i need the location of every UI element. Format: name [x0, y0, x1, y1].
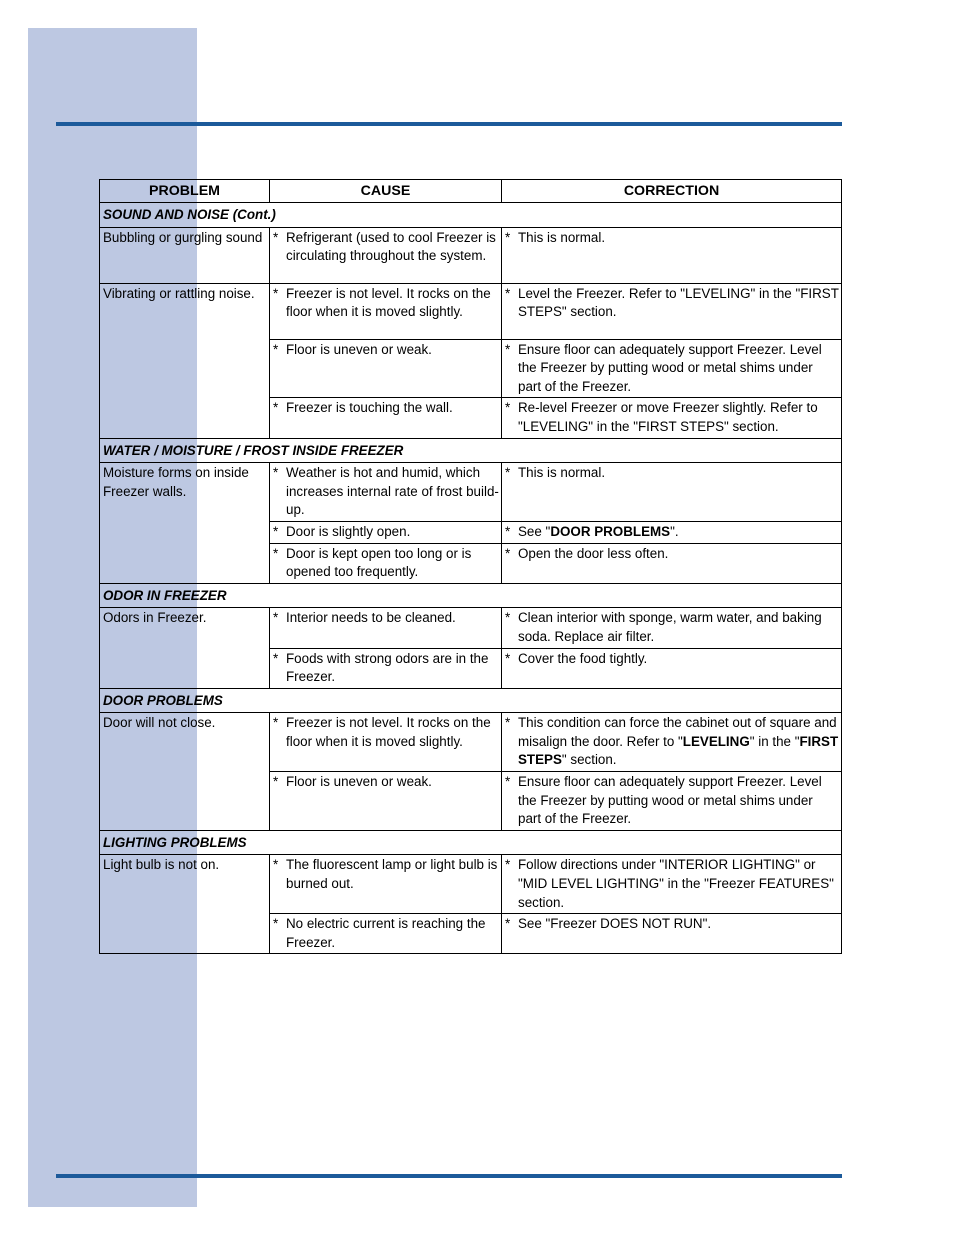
- cause-item: [270, 398, 501, 419]
- cause-item: [270, 544, 501, 583]
- correction-item: [502, 914, 841, 935]
- bullet-marker: *: [273, 774, 279, 790]
- bullet-marker: *: [273, 715, 279, 731]
- cause-item-text: Weather is hot and humid, which increases internal rate of frost build-up.: [286, 465, 499, 518]
- bold-reference: FIRST STEPS: [518, 733, 839, 768]
- header-cause: CAUSE: [270, 180, 502, 203]
- cause-item: [270, 713, 501, 752]
- correction-item-text: Re-level Freezer or move Freezer slightly. Refer to "LEVELING" in the "FIRST STEPS" section.: [518, 400, 818, 434]
- section-title: SOUND AND NOISE (Cont.): [100, 203, 842, 228]
- header-row: [100, 180, 842, 203]
- correction-item: [502, 608, 841, 647]
- cause-item-text: Freezer is touching the wall.: [286, 400, 453, 416]
- correction-cell: [502, 772, 842, 831]
- bullet-marker: *: [273, 916, 279, 932]
- table-row: [100, 713, 842, 772]
- correction-item: [502, 340, 841, 398]
- correction-item: [502, 284, 841, 323]
- section-row: [100, 203, 842, 228]
- bullet-marker: *: [505, 523, 511, 539]
- bullet-marker: *: [505, 285, 511, 301]
- bullet-marker: *: [273, 523, 279, 539]
- section-row: [100, 438, 842, 463]
- correction-cell: [502, 463, 842, 522]
- bullet-marker: *: [273, 545, 279, 561]
- problem-cell: Odors in Freezer.: [100, 608, 270, 688]
- cause-item: [270, 522, 501, 543]
- bold-reference: DOOR PROBLEMS: [550, 523, 671, 539]
- cause-item: [270, 649, 501, 688]
- cause-item-text: Floor is uneven or weak.: [286, 341, 432, 357]
- cause-item-text: No electric current is reaching the Freezer.: [286, 916, 486, 950]
- cause-item-text: Floor is uneven or weak.: [286, 774, 432, 790]
- correction-cell: [502, 648, 842, 688]
- bullet-marker: *: [505, 400, 511, 416]
- cause-cell: [270, 463, 502, 522]
- cause-item-text: Foods with strong odors are in the Freezer.: [286, 650, 489, 685]
- correction-cell: [502, 713, 842, 772]
- cause-item-text: Freezer is not level. It rocks on the floor when it is moved slightly.: [286, 715, 491, 749]
- cause-item: [270, 855, 501, 894]
- correction-item-text: See "Freezer DOES NOT RUN".: [518, 916, 712, 932]
- correction-cell: [502, 855, 842, 914]
- correction-item-text: Open the door less often.: [518, 545, 669, 561]
- cause-item-text: Refrigerant (used to cool Freezer is circulating throughout the system.: [286, 229, 496, 264]
- correction-cell: [502, 227, 842, 283]
- cause-cell: [270, 543, 502, 583]
- correction-item: [502, 772, 841, 830]
- text-fragment: ".: [670, 523, 679, 539]
- correction-item-text: Level the Freezer. Refer to "LEVELING" in the "FIRST STEPS" section.: [518, 285, 839, 320]
- problem-cell: Light bulb is not on.: [100, 855, 270, 954]
- cause-item: [270, 608, 501, 629]
- correction-item-text: [518, 714, 839, 770]
- correction-item-text: Clean interior with sponge, warm water, and baking soda. Replace air filter.: [518, 610, 822, 644]
- section-row: [100, 830, 842, 855]
- cause-cell: [270, 648, 502, 688]
- bullet-marker: *: [273, 610, 279, 626]
- troubleshooting-table: [99, 179, 842, 954]
- correction-cell: [502, 608, 842, 648]
- bullet-marker: *: [505, 650, 511, 666]
- bullet-marker: *: [273, 341, 279, 357]
- cause-item-text: Door is slightly open.: [286, 523, 411, 539]
- cause-item-text: Freezer is not level. It rocks on the floor when it is moved slightly.: [286, 285, 491, 320]
- section-title: LIGHTING PROBLEMS: [100, 830, 842, 855]
- correction-item-text: Follow directions under "INTERIOR LIGHTING" or "MID LEVEL LIGHTING" in the "Freezer FEATURES" section.: [518, 857, 834, 910]
- cause-item-text: The fluorescent lamp or light bulb is burned out.: [286, 857, 498, 892]
- table-row: [100, 608, 842, 648]
- correction-cell: [502, 914, 842, 954]
- correction-cell: [502, 283, 842, 339]
- cause-cell: [270, 855, 502, 914]
- cause-cell: [270, 608, 502, 648]
- section-row: [100, 583, 842, 608]
- problem-cell: Bubbling or gurgling sound: [100, 227, 270, 283]
- top-rule: [56, 122, 842, 126]
- correction-item-text: Cover the food tightly.: [518, 650, 648, 666]
- correction-cell: [502, 398, 842, 438]
- header-problem: PROBLEM: [100, 180, 270, 203]
- header-correction: CORRECTION: [502, 180, 842, 203]
- table-row: [100, 283, 842, 339]
- bullet-marker: *: [505, 341, 511, 357]
- cause-cell: [270, 283, 502, 339]
- bullet-marker: *: [505, 715, 511, 731]
- cause-cell: [270, 227, 502, 283]
- correction-item: [502, 855, 841, 913]
- cause-item: [270, 228, 501, 267]
- cause-item: [270, 914, 501, 953]
- correction-item: [502, 713, 841, 771]
- correction-item: [502, 463, 841, 484]
- correction-cell: [502, 339, 842, 398]
- cause-item-text: Interior needs to be cleaned.: [286, 610, 456, 626]
- cause-cell: [270, 521, 502, 543]
- bullet-marker: *: [273, 465, 279, 481]
- bullet-marker: *: [505, 774, 511, 790]
- bullet-marker: *: [273, 229, 279, 245]
- table-body: [100, 203, 842, 954]
- correction-cell: [502, 543, 842, 583]
- cause-item: [270, 340, 501, 361]
- problem-cell: Vibrating or rattling noise.: [100, 283, 270, 438]
- cause-cell: [270, 339, 502, 398]
- correction-item-text: This is normal.: [518, 465, 606, 481]
- section-title: DOOR PROBLEMS: [100, 688, 842, 713]
- cause-cell: [270, 713, 502, 772]
- cause-item: [270, 284, 501, 323]
- text-fragment: " in the ": [749, 733, 800, 749]
- cause-item-text: Door is kept open too long or is opened too frequently.: [286, 545, 472, 580]
- bullet-marker: *: [273, 285, 279, 301]
- correction-item: [502, 398, 841, 437]
- cause-item: [270, 463, 501, 521]
- bullet-marker: *: [505, 610, 511, 626]
- bold-reference: LEVELING: [682, 733, 750, 749]
- bullet-marker: *: [273, 400, 279, 416]
- problem-cell: Door will not close.: [100, 713, 270, 831]
- bullet-marker: *: [505, 465, 511, 481]
- correction-item: [502, 228, 841, 249]
- bullet-marker: *: [505, 857, 511, 873]
- section-title: WATER / MOISTURE / FROST INSIDE FREEZER: [100, 438, 842, 463]
- correction-item-text: Ensure floor can adequately support Freezer. Level the Freezer by putting wood or metal shims under part of the Freezer.: [518, 341, 822, 394]
- cause-item: [270, 772, 501, 793]
- cause-cell: [270, 398, 502, 438]
- correction-item-text: [518, 523, 839, 542]
- correction-item-text: This is normal.: [518, 229, 606, 245]
- section-title: ODOR IN FREEZER: [100, 583, 842, 608]
- table-row: [100, 227, 842, 283]
- cause-cell: [270, 914, 502, 954]
- correction-item: [502, 544, 841, 565]
- section-row: [100, 688, 842, 713]
- bullet-marker: *: [273, 650, 279, 666]
- bottom-rule: [56, 1174, 842, 1178]
- correction-item-text: Ensure floor can adequately support Freezer. Level the Freezer by putting wood or metal shims under part of the Freezer.: [518, 774, 822, 827]
- bullet-marker: *: [505, 229, 511, 245]
- bullet-marker: *: [273, 857, 279, 873]
- correction-cell: [502, 521, 842, 543]
- correction-item: [502, 522, 841, 543]
- text-fragment: This condition can force the cabinet out of square and misalign the door. Refer to ": [518, 715, 837, 749]
- table-row: [100, 855, 842, 914]
- text-fragment: " section.: [561, 752, 617, 768]
- cause-cell: [270, 772, 502, 831]
- bullet-marker: *: [505, 916, 511, 932]
- bullet-marker: *: [505, 545, 511, 561]
- correction-item: [502, 649, 841, 670]
- text-fragment: See ": [518, 523, 551, 539]
- problem-cell: Moisture forms on inside Freezer walls.: [100, 463, 270, 584]
- table-row: [100, 463, 842, 522]
